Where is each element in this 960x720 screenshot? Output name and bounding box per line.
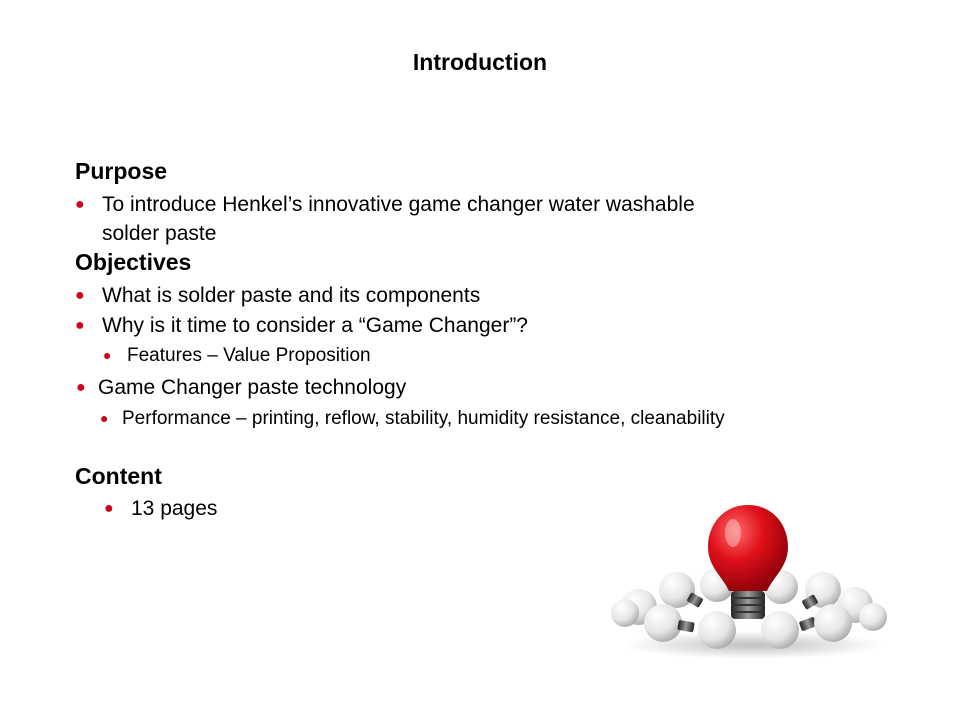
bullet-icon: ●	[75, 196, 85, 213]
bullet-icon: ●	[104, 500, 114, 517]
bullet-text: What is solder paste and its components	[102, 284, 481, 307]
bullet-icon: ●	[103, 347, 112, 363]
bullet-item	[75, 311, 528, 340]
bullet-text: Performance – printing, reflow, stability, humidity resistance, cleanability	[122, 408, 725, 429]
bullet-text: Features – Value Proposition	[127, 345, 371, 366]
bullet-text: To introduce Henkel’s innovative game changer water washable	[102, 193, 695, 216]
sub-bullet-item	[103, 341, 371, 370]
bullet-continuation: solder paste	[102, 222, 217, 245]
section-heading-purpose: Purpose	[75, 158, 168, 184]
bullet-icon: ●	[75, 317, 85, 334]
bullet-icon: ●	[76, 379, 86, 396]
bullet-item	[75, 190, 695, 219]
slide-title: Introduction	[412, 49, 548, 75]
lightbulb-cluster-icon	[605, 495, 895, 665]
bullet-text: 13 pages	[131, 497, 218, 520]
section-heading-objectives: Objectives	[75, 249, 192, 275]
sub-bullet-item	[104, 494, 218, 523]
section-heading-content: Content	[75, 463, 162, 489]
bullet-icon: ●	[75, 287, 85, 304]
bullet-text: Game Changer paste technology	[98, 376, 407, 399]
bullet-item	[76, 373, 407, 402]
bullet-icon: ●	[100, 410, 109, 426]
sub-bullet-item	[100, 404, 725, 433]
bullet-text: Why is it time to consider a “Game Changer”?	[102, 314, 528, 337]
bullet-item	[75, 281, 481, 310]
